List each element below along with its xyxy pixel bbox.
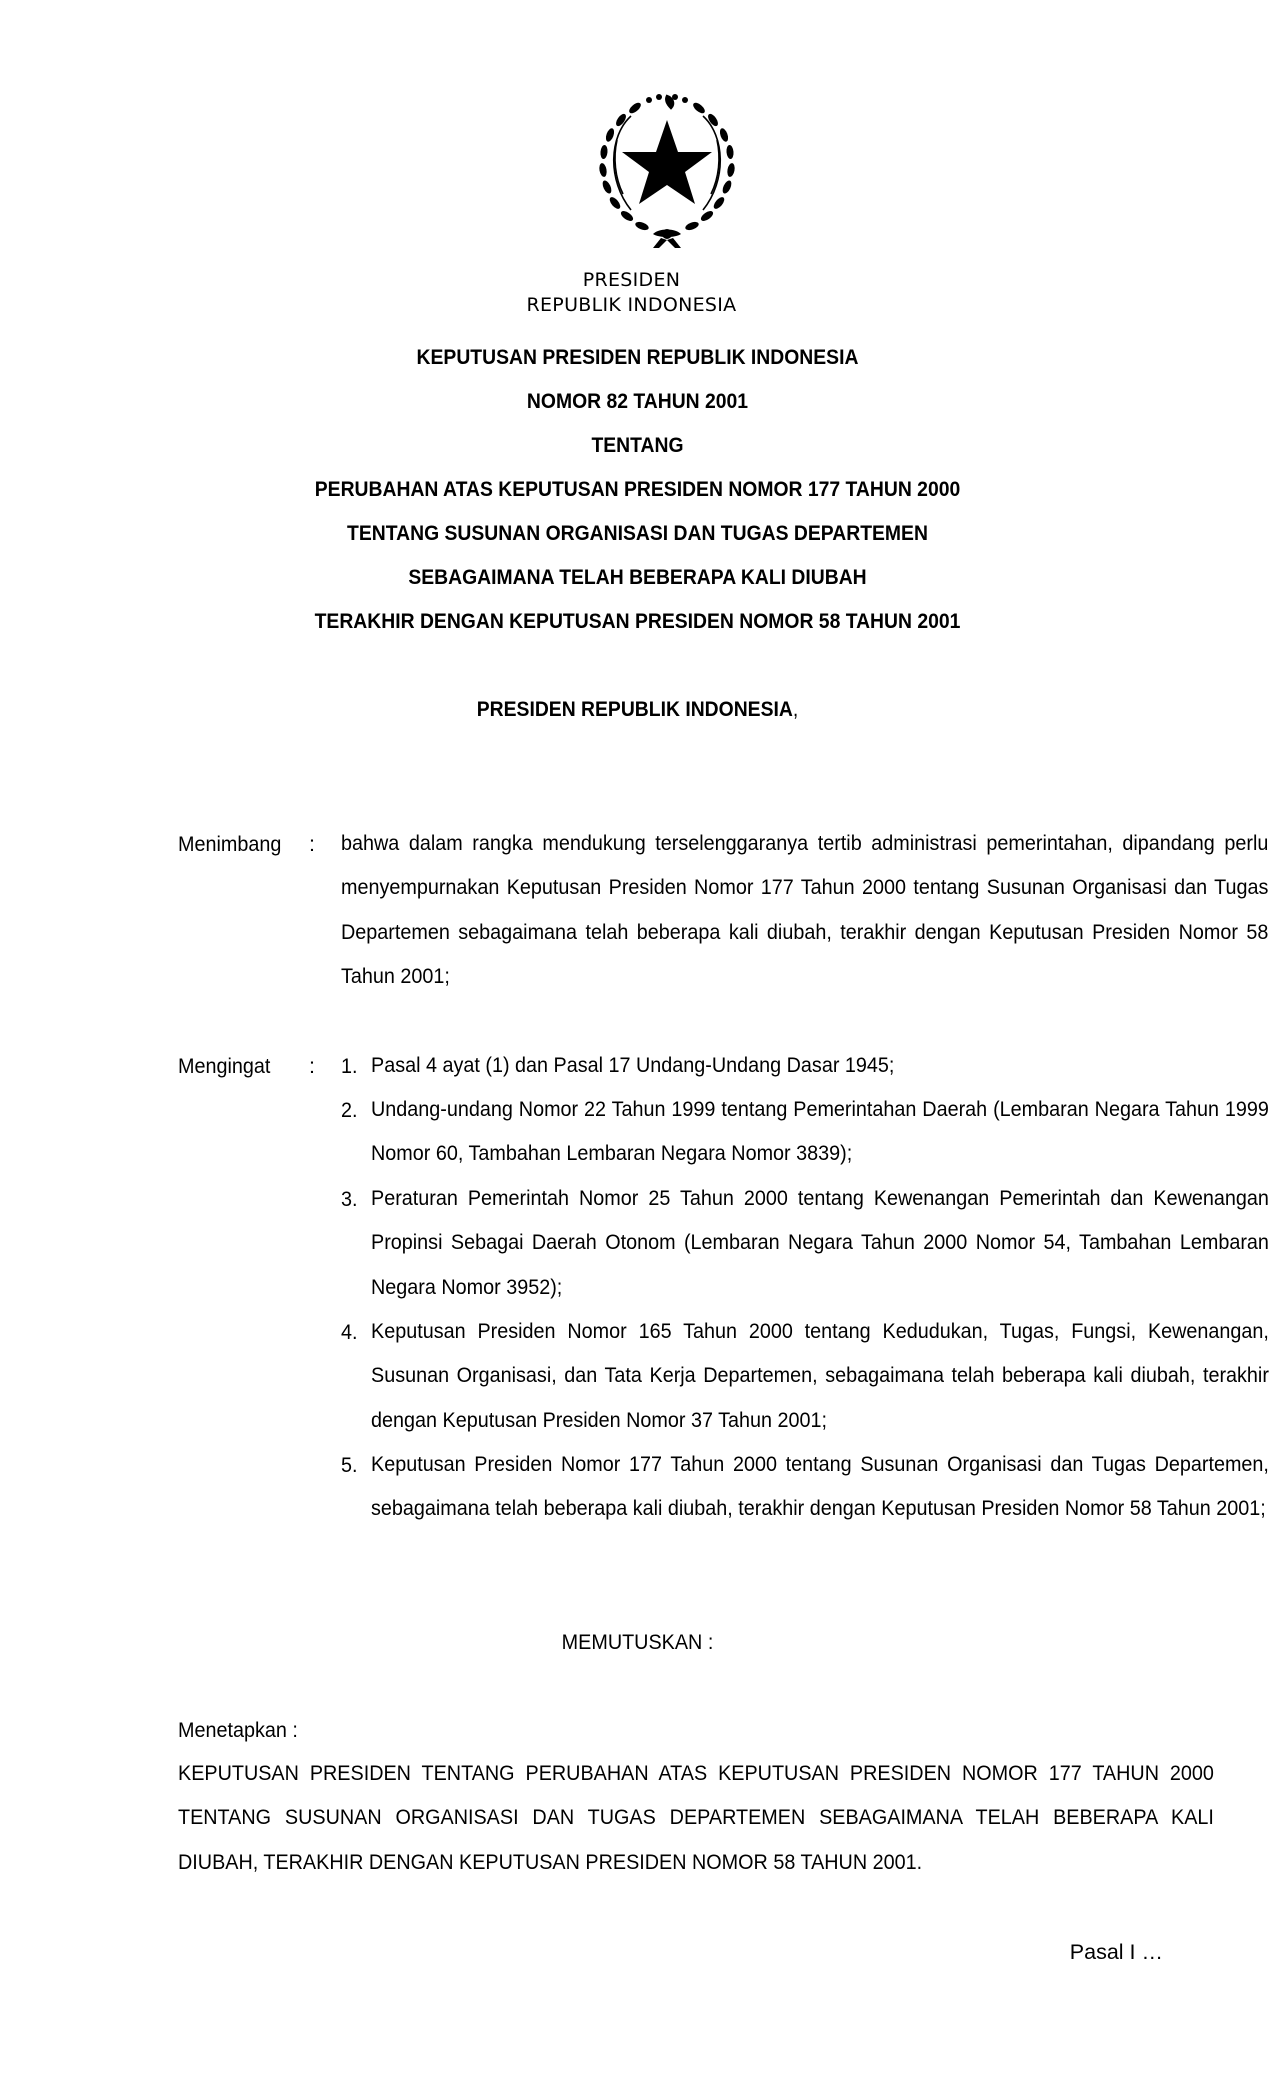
continuation-marker: Pasal I … xyxy=(1069,1940,1163,1964)
issuer-heading xyxy=(64,697,1212,722)
mengingat-item-3-number: 3. xyxy=(341,1187,358,1211)
decree-about-label: TENTANG xyxy=(591,433,684,457)
mengingat-item-4-number: 4. xyxy=(341,1320,358,1344)
mengingat-item-2-text: Undang-undang Nomor 22 Tahun 1999 tentang Pemerintahan Daerah (Lembaran Negara Tahun 1999 Nomor 60, Tambahan Lembaran Negara Nomor 3839); xyxy=(371,1097,1269,1166)
mengingat-item-4-text: Keputusan Presiden Nomor 165 Tahun 2000 tentang Kedudukan, Tugas, Fungsi, Kewenangan, Susunan Organisasi, dan Tata Kerja Departemen, sebagaimana telah beberapa kali diubah, terakhir dengan Keputusan Presiden Nomor 37 Tahun 2001; xyxy=(371,1319,1269,1432)
emblem-label-line-1: PRESIDEN xyxy=(582,269,681,291)
emblem-label-line-2: REPUBLIK INDONESIA xyxy=(526,294,737,316)
mengingat-colon: : xyxy=(309,1054,315,1078)
menimbang-text: bahwa dalam rangka mendukung terselenggaranya tertib administrasi pemerintahan, dipandang perlu menyempurnakan Keputusan Presiden Nomor 177 Tahun 2000 tentang Susunan Organisasi dan Tugas Departemen sebagaimana telah beberapa kali diubah, terakhir dengan Keputusan Presiden Nomor 58 Tahun 2001; xyxy=(341,831,1269,989)
mengingat-item-5-number: 5. xyxy=(341,1453,358,1477)
mengingat-item-5-text: Keputusan Presiden Nomor 177 Tahun 2000 tentang Susunan Organisasi dan Tugas Departemen, sebagaimana telah beberapa kali diubah, terakhir dengan Keputusan Presiden Nomor 58 Tahun 2001; xyxy=(371,1452,1269,1521)
mengingat-label: Mengingat xyxy=(178,1054,271,1078)
menetapkan-text: KEPUTUSAN PRESIDEN TENTANG PERUBAHAN ATAS KEPUTUSAN PRESIDEN NOMOR 177 TAHUN 2000 TENTANG SUSUNAN ORGANISASI DAN TUGAS DEPARTEMEN SEBAGAIMANA TELAH BEBERAPA KALI DIUBAH, TERAKHIR DENGAN KEPUTUSAN PRESIDEN NOMOR 58 TAHUN 2001. xyxy=(178,1761,1214,1874)
mengingat-item-3-text: Peraturan Pemerintah Nomor 25 Tahun 2000 tentang Kewenangan Pemerintah dan Kewenangan Propinsi Sebagai Daerah Otonom (Lembaran Negara Tahun 2000 Nomor 54, Tambahan Lembaran Negara Nomor 3952); xyxy=(371,1186,1269,1299)
decree-number: NOMOR 82 TAHUN 2001 xyxy=(526,389,749,413)
decree-subject-line-4: TERAKHIR DENGAN KEPUTUSAN PRESIDEN NOMOR 58 TAHUN 2001 xyxy=(314,609,961,633)
decree-subject-line-2: TENTANG SUSUNAN ORGANISASI DAN TUGAS DEPARTEMEN xyxy=(347,521,928,545)
menetapkan-label: Menetapkan : xyxy=(178,1718,298,1742)
mengingat-item-2-number: 2. xyxy=(341,1098,358,1122)
menimbang-label: Menimbang xyxy=(178,832,282,856)
mengingat-item-1-number: 1. xyxy=(341,1054,358,1078)
menimbang-colon: : xyxy=(309,832,315,856)
decree-subject-line-3: SEBAGAIMANA TELAH BEBERAPA KALI DIUBAH xyxy=(408,565,867,589)
decree-subject-line-1: PERUBAHAN ATAS KEPUTUSAN PRESIDEN NOMOR 177 TAHUN 2000 xyxy=(314,477,961,501)
presidential-seal-icon xyxy=(587,88,747,250)
issuer-suffix: , xyxy=(792,697,799,721)
mengingat-item-1-text: Pasal 4 ayat (1) dan Pasal 17 Undang-Undang Dasar 1945; xyxy=(371,1053,895,1077)
memutuskan-heading: MEMUTUSKAN : xyxy=(561,1630,714,1654)
decree-title: KEPUTUSAN PRESIDEN REPUBLIK INDONESIA xyxy=(416,345,859,369)
issuer-name: PRESIDEN REPUBLIK INDONESIA xyxy=(476,697,793,721)
